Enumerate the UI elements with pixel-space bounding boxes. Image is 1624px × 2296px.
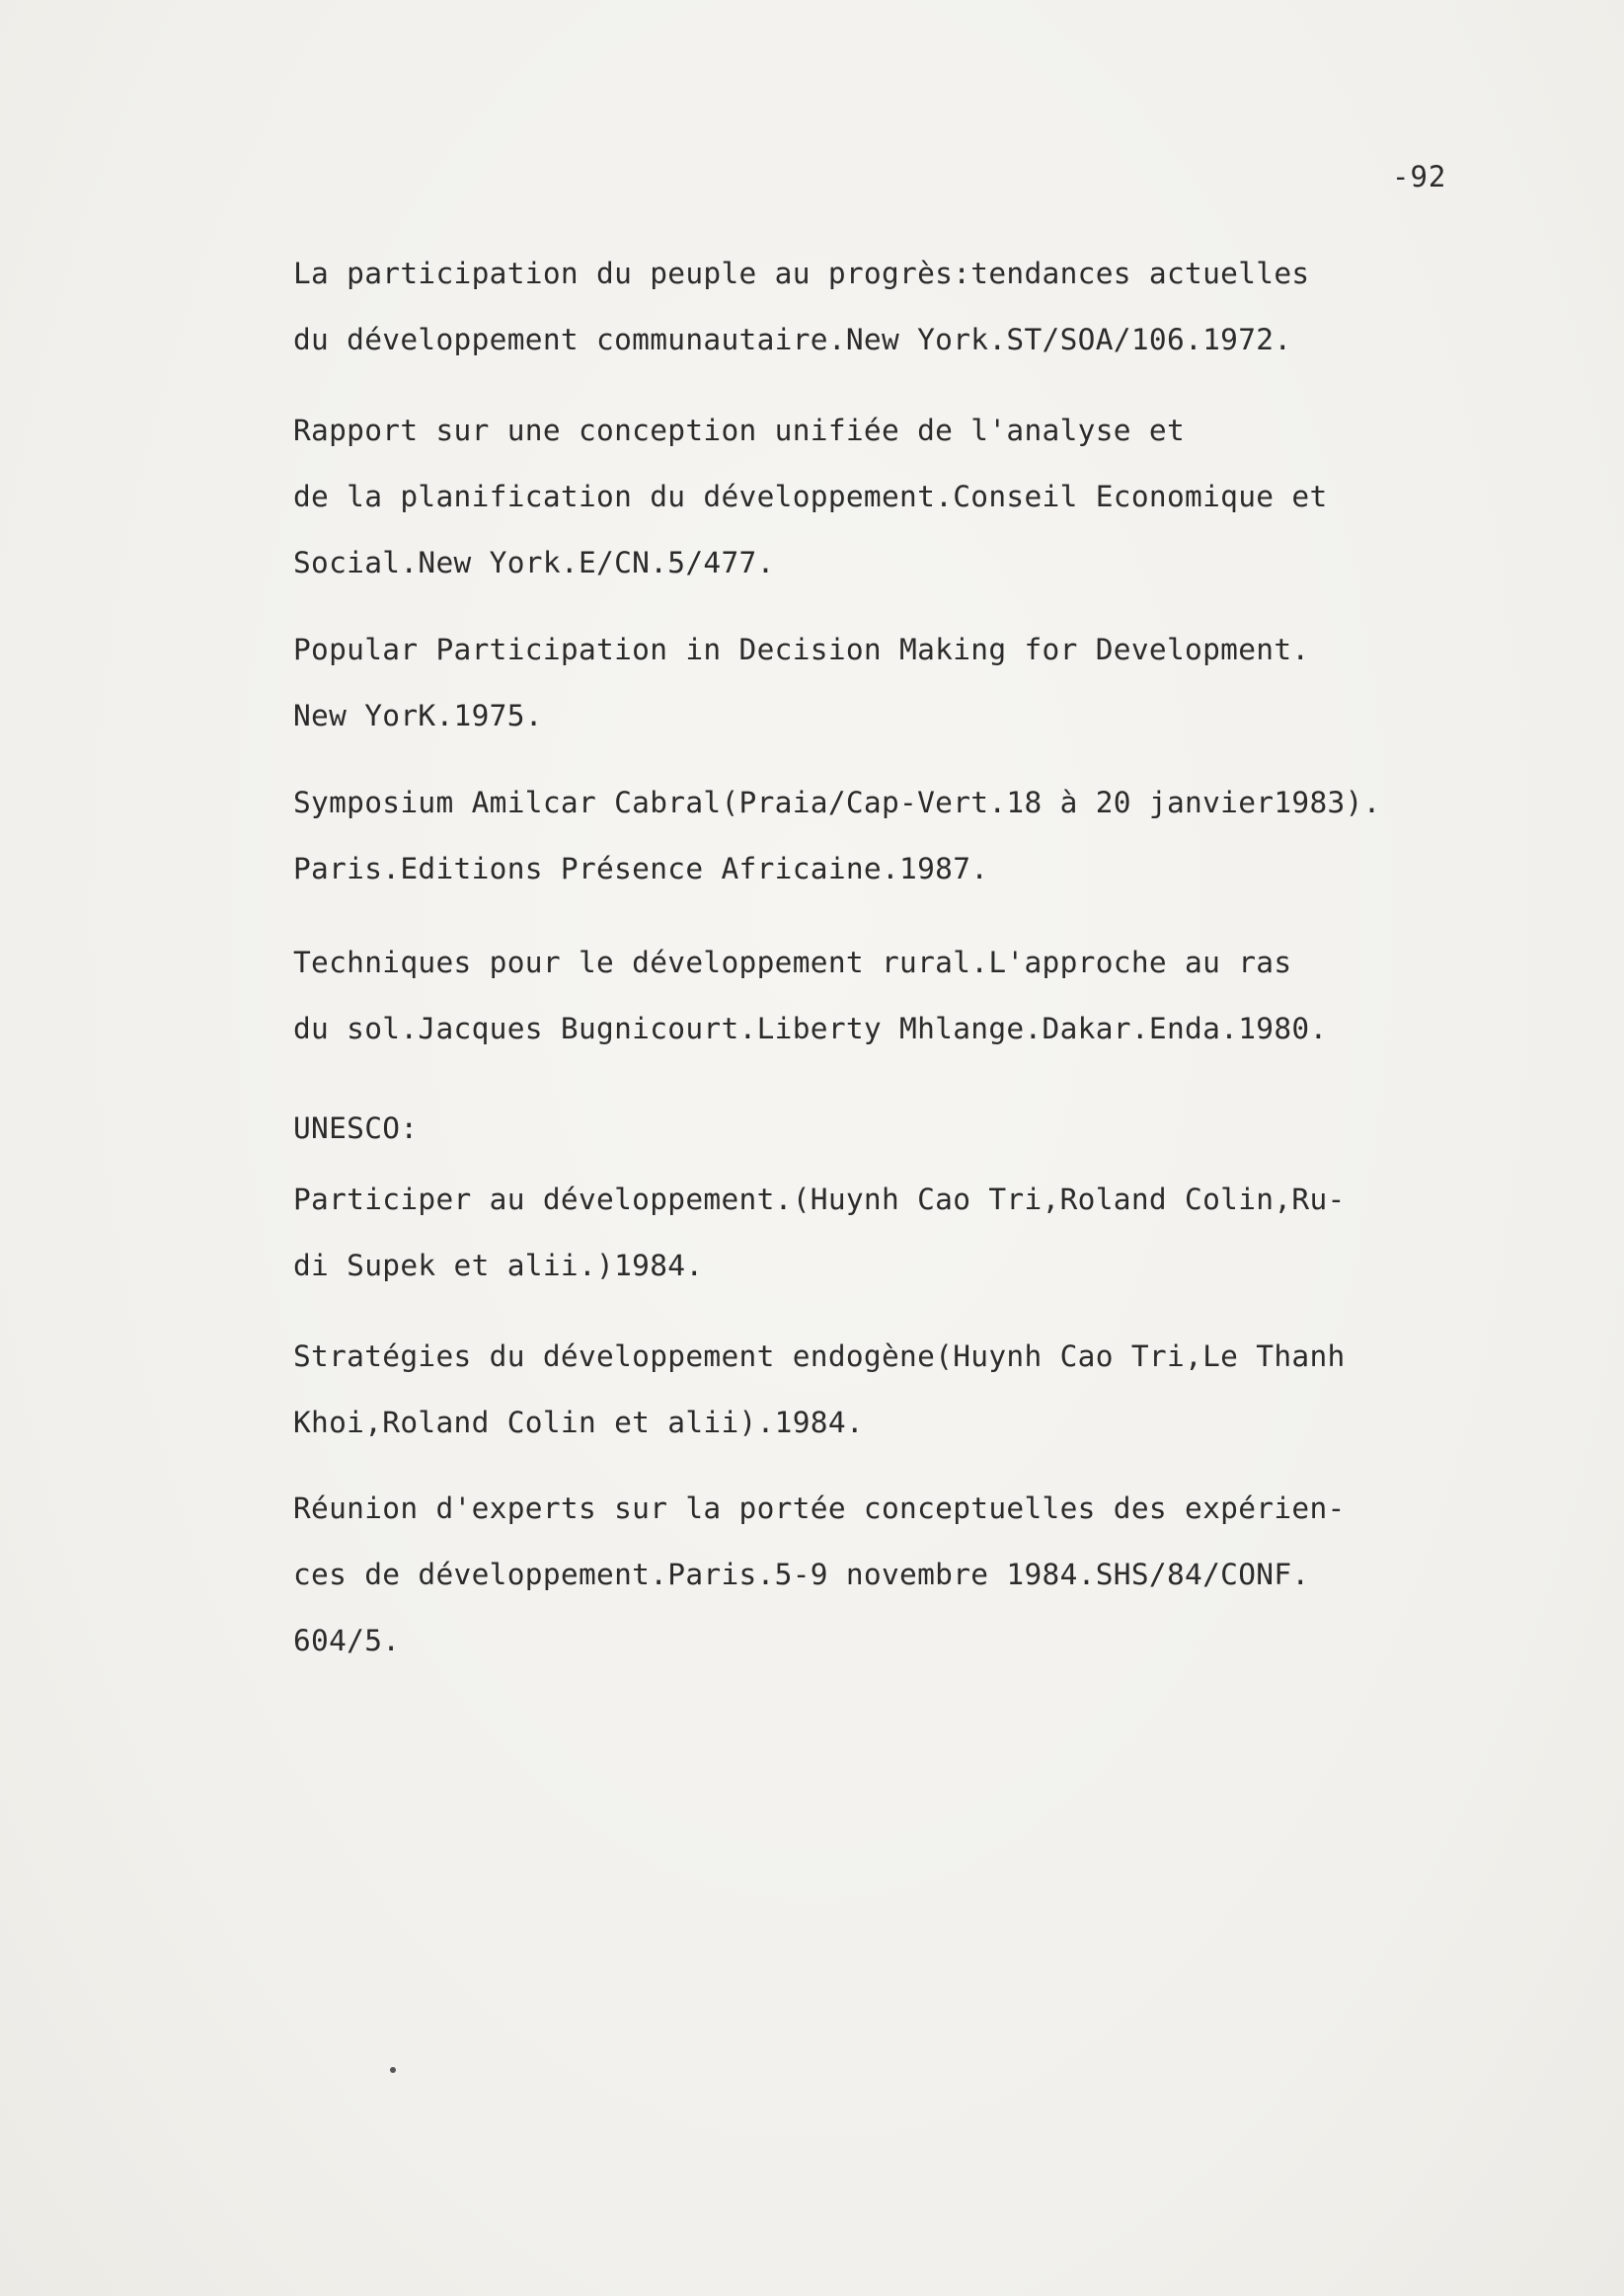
entry-line: Réunion d'experts sur la portée conceptuelles des expérien- <box>293 1492 1346 1525</box>
entry-line: Stratégies du développement endogène(Huynh Cao Tri,Le Thanh <box>293 1339 1346 1373</box>
bibliography-entry <box>293 617 1478 749</box>
bibliography-entry <box>293 930 1478 1062</box>
entry-line: Rapport sur une conception unifiée de l'analyse et <box>293 414 1186 447</box>
bibliography-entry <box>293 241 1478 373</box>
entry-line: du sol.Jacques Bugnicourt.Liberty Mhlange.Dakar.Enda.1980. <box>293 1012 1328 1045</box>
bibliography-entry <box>293 398 1478 596</box>
bibliography-entry <box>293 1167 1478 1299</box>
entry-line: Social.New York.E/CN.5/477. <box>293 546 775 579</box>
entry-line: Symposium Amilcar Cabral(Praia/Cap-Vert.18 à 20 janvier1983). <box>293 786 1381 819</box>
entry-line: 604/5. <box>293 1624 401 1657</box>
bibliography-entry <box>293 770 1478 902</box>
entry-line: Paris.Editions Présence Africaine.1987. <box>293 852 989 885</box>
entry-line: du développement communautaire.New York.ST/SOA/106.1972. <box>293 323 1292 356</box>
paper-speck <box>390 2067 396 2073</box>
entry-line: Participer au développement.(Huynh Cao Tri,Roland Colin,Ru- <box>293 1183 1346 1216</box>
entry-line: Popular Participation in Decision Making for Development. <box>293 633 1310 666</box>
entry-line: La participation du peuple au progrès:tendances actuelles <box>293 257 1310 290</box>
bibliography-section-heading <box>293 1096 1478 1162</box>
entry-line: ces de développement.Paris.5-9 novembre 1984.SHS/84/CONF. <box>293 1558 1310 1591</box>
page-number: -92 <box>1392 160 1447 193</box>
entry-line: Techniques pour le développement rural.L'approche au ras <box>293 946 1292 979</box>
entry-line: Khoi,Roland Colin et alii).1984. <box>293 1406 864 1439</box>
bibliography-entry <box>293 1476 1478 1674</box>
entry-line: New YorK.1975. <box>293 699 543 732</box>
entry-line: de la planification du développement.Conseil Economique et <box>293 480 1328 513</box>
entry-line: UNESCO: <box>293 1111 419 1145</box>
bibliography-entry <box>293 1324 1478 1456</box>
entry-line: di Supek et alii.)1984. <box>293 1249 704 1282</box>
